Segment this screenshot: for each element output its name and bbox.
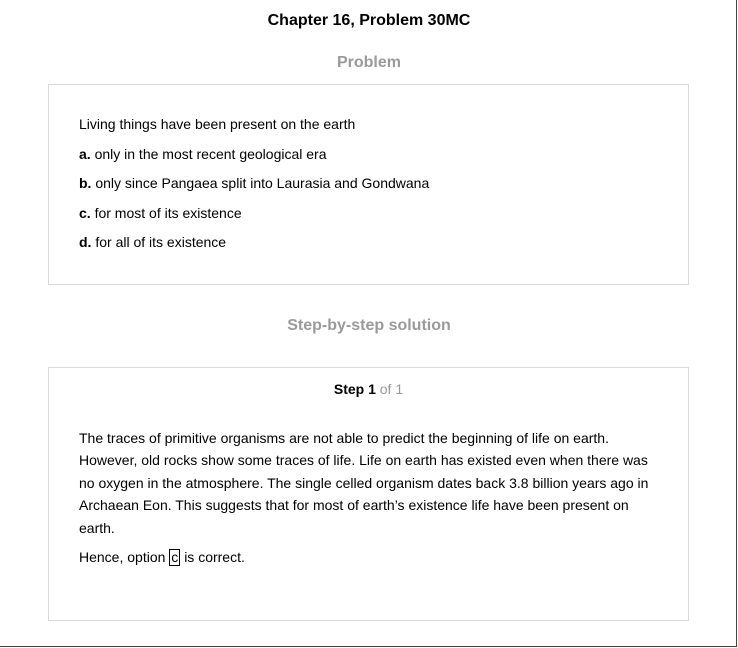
option-c-text: for most of its existence bbox=[94, 204, 242, 221]
problem-heading: Problem bbox=[336, 54, 401, 71]
solution-heading: Step-by-step solution bbox=[287, 317, 451, 334]
option-a-letter: a. bbox=[79, 145, 91, 162]
solution-content bbox=[79, 427, 662, 568]
option-d bbox=[79, 234, 660, 264]
solution-conclusion bbox=[79, 546, 662, 568]
solution-box bbox=[48, 367, 689, 621]
answer-option-box: c bbox=[171, 549, 179, 566]
option-a-text: only in the most recent geological era bbox=[94, 145, 327, 162]
page-title: Chapter 16, Problem 30MC bbox=[267, 12, 471, 29]
problem-content bbox=[79, 116, 660, 264]
option-b bbox=[79, 175, 660, 205]
option-b-letter: b. bbox=[79, 175, 92, 191]
option-d-letter: d. bbox=[79, 234, 92, 250]
step-header bbox=[49, 381, 688, 397]
option-d-text: for all of its existence bbox=[95, 234, 227, 250]
conclusion-suffix: is correct. bbox=[184, 549, 245, 566]
step-count: of 1 bbox=[379, 381, 404, 397]
option-c bbox=[79, 205, 660, 235]
problem-box bbox=[48, 84, 689, 285]
option-b-text: only since Pangaea split into Laurasia and Gondwana bbox=[95, 175, 430, 191]
option-a bbox=[79, 146, 660, 176]
step-label: Step 1 bbox=[333, 381, 376, 397]
solution-paragraph: The traces of primitive organisms are not able to predict the beginning of life on earth. However, old rocks show some traces of life. Life on earth has existed even when there was no oxygen in the atmosphere. The single celled organism dates back 3.8 billion years ago in Archaean Eon. This suggests that for most of earth’s existence life have been present on earth. bbox=[79, 430, 649, 536]
option-c-letter: c. bbox=[79, 204, 91, 221]
conclusion-prefix: Hence, option bbox=[79, 549, 166, 566]
problem-question: Living things have been present on the earth bbox=[79, 116, 356, 132]
